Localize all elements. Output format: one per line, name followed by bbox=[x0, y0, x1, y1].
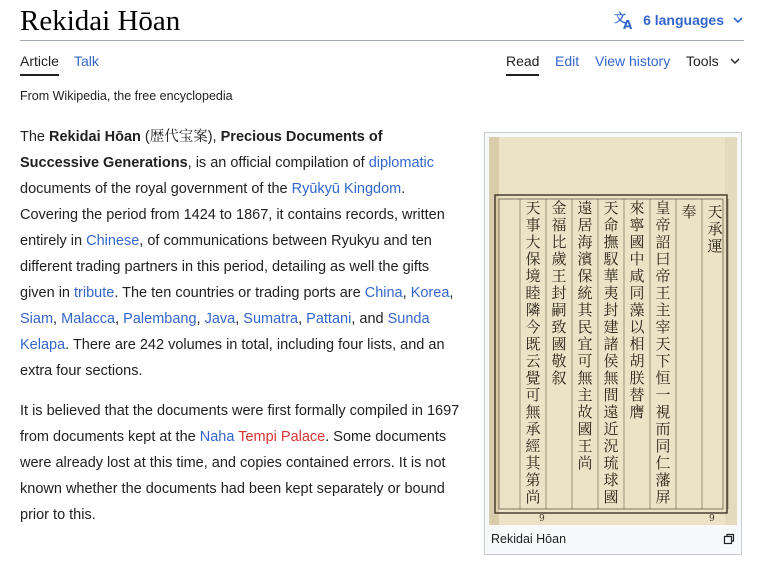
document-glyph: 況 bbox=[603, 437, 619, 455]
tab-edit[interactable]: Edit bbox=[555, 53, 580, 69]
document-glyph: 視 bbox=[655, 403, 671, 421]
document-glyph: 嗣 bbox=[551, 301, 567, 319]
text: , is an official compilation of bbox=[187, 155, 369, 171]
document-glyph: 藩 bbox=[655, 471, 671, 489]
document-glyph: 故 bbox=[577, 403, 593, 421]
document-glyph: 胡 bbox=[629, 352, 645, 370]
document-glyph: 藻 bbox=[629, 301, 645, 319]
svg-text:文: 文 bbox=[614, 11, 627, 25]
document-glyph: 無 bbox=[525, 403, 541, 421]
link-diplomatic[interactable]: diplomatic bbox=[368, 155, 435, 171]
document-glyph: 保 bbox=[525, 250, 541, 268]
text: . Covering the period from 1424 to 1867, it contains records, written entirely in bbox=[20, 181, 445, 249]
document-glyph: 咸 bbox=[629, 267, 645, 285]
text: , bbox=[115, 311, 124, 327]
document-glyph: 金 bbox=[551, 199, 567, 217]
link-ryukyu-kingdom[interactable]: Ryūkyū Kingdom bbox=[291, 181, 402, 197]
title-row bbox=[20, 0, 744, 41]
document-glyph: 華 bbox=[603, 267, 619, 285]
bold-term: Precious Documents of Successive Generations bbox=[20, 129, 383, 171]
document-scan-image[interactable] bbox=[489, 137, 737, 525]
link-pattani[interactable]: Pattani bbox=[306, 311, 352, 327]
document-glyph: 天 bbox=[603, 199, 619, 217]
document-glyph: 遠 bbox=[603, 403, 619, 421]
text: . There are 242 volumes in total, including four lists, and an extra four sections. bbox=[20, 337, 445, 379]
document-glyph: 而 bbox=[655, 420, 671, 438]
document-glyph: 相 bbox=[629, 335, 645, 353]
document-glyph: 曰 bbox=[655, 250, 671, 268]
translate-icon bbox=[613, 10, 635, 30]
text: (歴代宝案), bbox=[140, 129, 221, 145]
link-chinese[interactable]: Chinese bbox=[86, 233, 140, 249]
document-glyph: 國 bbox=[551, 335, 567, 353]
tab-article[interactable]: Article bbox=[20, 52, 59, 76]
site-tagline: From Wikipedia, the free encyclopedia bbox=[20, 89, 233, 103]
document-glyph: 無 bbox=[577, 369, 593, 387]
document-glyph: 封 bbox=[603, 301, 619, 319]
document-glyph: 云 bbox=[525, 352, 541, 370]
document-glyph: 恒 bbox=[655, 369, 671, 387]
tools-menu[interactable] bbox=[686, 52, 741, 74]
document-glyph: 一 bbox=[655, 386, 671, 404]
document-glyph: 帝 bbox=[655, 267, 671, 285]
link-tempi-palace[interactable]: Tempi Palace bbox=[238, 429, 326, 445]
document-glyph: 運 bbox=[707, 237, 723, 255]
document-glyph: 天 bbox=[707, 203, 723, 221]
document-glyph: 第 bbox=[525, 471, 541, 489]
document-glyph: 遠 bbox=[577, 199, 593, 217]
document-glyph: 下 bbox=[655, 352, 671, 370]
document-glyph: 國 bbox=[577, 420, 593, 438]
text: , bbox=[402, 285, 411, 301]
bold-term: Rekidai Hōan bbox=[49, 129, 141, 145]
document-column bbox=[707, 203, 722, 255]
document-glyph: 保 bbox=[577, 267, 593, 285]
article-body bbox=[20, 124, 460, 542]
document-glyph: 隣 bbox=[525, 301, 541, 319]
document-glyph: 寧 bbox=[629, 216, 645, 234]
document-glyph: 以 bbox=[629, 318, 645, 336]
document-glyph: 詔 bbox=[655, 233, 671, 251]
link-palembang[interactable]: Palembang bbox=[123, 311, 197, 327]
svg-text:A: A bbox=[623, 18, 633, 30]
document-glyph: 民 bbox=[577, 318, 593, 336]
document-glyph: 膺 bbox=[629, 403, 645, 421]
document-glyph: 建 bbox=[603, 318, 619, 336]
document-glyph: 馭 bbox=[603, 250, 619, 268]
document-glyph: 中 bbox=[629, 250, 645, 268]
document-column bbox=[655, 199, 670, 506]
document-glyph: 朕 bbox=[629, 369, 645, 387]
document-glyph: 居 bbox=[577, 216, 593, 234]
document-glyph: 封 bbox=[551, 284, 567, 302]
link-siam[interactable]: Siam bbox=[20, 311, 54, 327]
chevron-down-icon bbox=[732, 14, 744, 26]
text: . The ten countries or trading ports are bbox=[114, 285, 365, 301]
document-column bbox=[681, 203, 696, 221]
tab-view-history[interactable]: View history bbox=[595, 53, 671, 69]
document-glyph: 今 bbox=[525, 318, 541, 336]
document-column bbox=[602, 199, 619, 506]
document-glyph: 承 bbox=[525, 420, 541, 438]
document-glyph: 屏 bbox=[655, 488, 671, 506]
document-glyph: 仁 bbox=[655, 454, 671, 472]
document-glyph: 球 bbox=[603, 471, 619, 489]
document-glyph: 主 bbox=[655, 301, 671, 319]
document-glyph: 事 bbox=[525, 216, 541, 234]
text: It is believed that the documents were first formally compiled in 1697 from documents kept at the bbox=[20, 403, 460, 445]
infobox-figure bbox=[484, 132, 742, 555]
text: , and bbox=[351, 311, 388, 327]
chevron-down-icon bbox=[729, 55, 741, 67]
document-glyph: 歲 bbox=[551, 250, 567, 268]
languages-label: 6 languages bbox=[643, 12, 724, 28]
text: , bbox=[53, 311, 62, 327]
language-button[interactable] bbox=[613, 8, 744, 32]
document-glyph: 替 bbox=[629, 386, 645, 404]
document-glyph: 經 bbox=[525, 437, 541, 455]
paragraph-intro bbox=[20, 124, 460, 384]
document-glyph: 大 bbox=[525, 233, 541, 251]
document-glyph: 來 bbox=[629, 199, 645, 217]
link-sumatra[interactable]: Sumatra bbox=[243, 311, 299, 327]
text: , bbox=[449, 285, 454, 301]
page-number-left: 9 bbox=[539, 514, 545, 524]
link-malacca[interactable]: Malacca bbox=[61, 311, 116, 327]
document-glyph: 其 bbox=[577, 301, 593, 319]
paragraph-history bbox=[20, 398, 460, 528]
document-glyph: 間 bbox=[603, 386, 619, 404]
page-title: Rekidai Hōan bbox=[20, 5, 181, 37]
document-glyph: 命 bbox=[603, 216, 619, 234]
document-glyph: 天 bbox=[655, 335, 671, 353]
document-glyph: 福 bbox=[551, 216, 567, 234]
text: . Some documents were already lost at this time, and copies contained errors. It is not known whether the documents had been kept separately or bound prior to this. bbox=[20, 429, 447, 523]
document-glyph: 既 bbox=[525, 335, 541, 353]
document-glyph: 無 bbox=[603, 369, 619, 387]
link-china[interactable]: China bbox=[364, 285, 403, 301]
document-glyph: 尚 bbox=[525, 488, 541, 506]
tools-label: Tools bbox=[686, 53, 719, 69]
document-glyph: 撫 bbox=[603, 233, 619, 251]
document-glyph: 帝 bbox=[655, 216, 671, 234]
link-sunda-kelapa[interactable]: Sunda Kelapa bbox=[20, 311, 430, 353]
text: , bbox=[196, 311, 205, 327]
text: , of communications between Ryukyu and ten different trading partners in this period, detailing as well the gifts given in bbox=[20, 233, 432, 301]
text: , bbox=[235, 311, 244, 327]
tab-talk[interactable]: Talk bbox=[74, 53, 99, 69]
document-glyph: 可 bbox=[577, 352, 593, 370]
document-glyph: 王 bbox=[577, 437, 593, 455]
figure-caption: Rekidai Hōan bbox=[491, 532, 567, 546]
document-glyph: 其 bbox=[525, 454, 541, 472]
document-glyph: 王 bbox=[551, 267, 567, 285]
document-glyph: 比 bbox=[551, 233, 567, 251]
document-glyph: 國 bbox=[629, 233, 645, 251]
document-glyph: 境 bbox=[525, 267, 541, 285]
text: , bbox=[298, 311, 307, 327]
document-glyph: 奉 bbox=[681, 203, 697, 221]
document-glyph: 琉 bbox=[603, 454, 619, 472]
document-glyph: 覺 bbox=[525, 369, 541, 387]
document-glyph: 宰 bbox=[655, 318, 671, 336]
document-glyph: 近 bbox=[603, 420, 619, 438]
document-glyph: 主 bbox=[577, 386, 593, 404]
document-glyph: 夷 bbox=[603, 284, 619, 302]
document-glyph: 皇 bbox=[655, 199, 671, 217]
document-glyph: 睦 bbox=[525, 284, 541, 302]
document-glyph: 敬 bbox=[551, 352, 567, 370]
page-number-right: 9 bbox=[709, 514, 715, 524]
document-glyph: 海 bbox=[577, 233, 593, 251]
link-tribute[interactable]: tribute bbox=[74, 285, 115, 301]
page-tabs bbox=[20, 42, 744, 76]
document-glyph: 天 bbox=[525, 199, 541, 217]
document-glyph: 致 bbox=[551, 318, 567, 336]
document-glyph: 諸 bbox=[603, 335, 619, 353]
document-glyph: 可 bbox=[525, 386, 541, 404]
document-glyph: 同 bbox=[629, 284, 645, 302]
document-glyph: 同 bbox=[655, 437, 671, 455]
document-glyph: 侯 bbox=[603, 352, 619, 370]
document-glyph: 叙 bbox=[551, 369, 567, 387]
document-glyph: 濱 bbox=[577, 250, 593, 268]
text: The bbox=[20, 129, 50, 145]
document-column bbox=[577, 199, 593, 472]
document-glyph: 國 bbox=[603, 488, 619, 506]
document-glyph: 王 bbox=[655, 284, 671, 302]
link-naha[interactable]: Naha bbox=[199, 429, 235, 445]
text: documents of the royal government of the bbox=[20, 181, 292, 197]
link-korea[interactable]: Korea bbox=[410, 285, 450, 301]
document-column bbox=[551, 199, 566, 387]
document-glyph: 宜 bbox=[577, 335, 593, 353]
document-glyph: 統 bbox=[577, 284, 593, 302]
expand-icon[interactable] bbox=[723, 533, 735, 545]
document-glyph: 承 bbox=[707, 220, 723, 238]
document-column bbox=[525, 199, 541, 506]
document-glyph: 尚 bbox=[577, 454, 593, 472]
document-column bbox=[629, 199, 645, 421]
link-java[interactable]: Java bbox=[204, 311, 236, 327]
tab-read[interactable]: Read bbox=[506, 52, 539, 76]
